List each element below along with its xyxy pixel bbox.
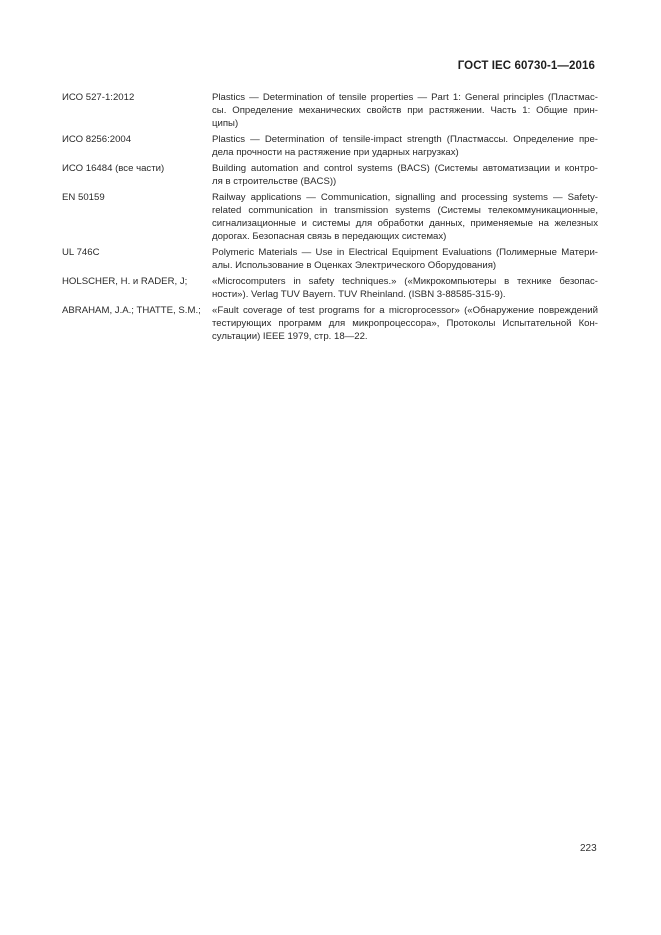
reference-row — [62, 191, 598, 243]
reference-key: EN 50159 — [62, 192, 105, 203]
reference-key: ABRAHAM, J.A.; THATTE, S.M.; — [62, 305, 201, 316]
description-line: «Microcomputers in safety techniques.» («Микрокомпьютеры в технике безопас- — [212, 276, 598, 287]
description-line: дела прочности на растяжение при ударных нагрузках) — [212, 147, 459, 158]
description-line: ности»). Verlag TUV Bayern. TUV Rheinland. (ISBN 3-88585-315-9). — [212, 289, 506, 300]
description-line: алы. Использование в Оценках Электрического Оборудования) — [212, 260, 497, 271]
description-line: ля в строительстве (BACS)) — [212, 176, 337, 187]
description-line: дорогах. Безопасная связь в передающих системах) — [212, 231, 447, 242]
reference-key: HOLSCHER, H. и RADER, J; — [62, 276, 188, 287]
description-line: тестирующих программ для микропроцессора», Протоколы Испытательной Кон- — [212, 318, 598, 329]
page-number: 223 — [580, 843, 597, 854]
description-line: сигнализационные и системы для обработки данных, применяемые на железных — [212, 218, 598, 229]
description-line: Railway applications — Communication, signalling and processing systems — Safety- — [212, 192, 598, 203]
reference-row — [62, 162, 598, 188]
reference-description — [212, 133, 598, 159]
reference-key: UL 746C — [62, 247, 100, 258]
reference-row — [62, 304, 598, 343]
description-line: related communication in transmission systems (Системы телекоммуникационные, — [212, 205, 598, 216]
reference-description — [212, 162, 598, 188]
reference-row — [62, 275, 598, 301]
reference-row — [62, 133, 598, 159]
reference-description — [212, 275, 598, 301]
reference-key: ИСО 527-1:2012 — [62, 92, 135, 103]
references-list — [62, 91, 598, 346]
reference-description — [212, 304, 598, 343]
description-line: ципы) — [212, 118, 239, 129]
reference-description — [212, 191, 598, 243]
description-line: Plastics — Determination of tensile properties — Part 1: General principles (Пластмас- — [212, 92, 598, 103]
reference-description — [212, 246, 598, 272]
description-line: Plastics — Determination of tensile-impact strength (Пластмассы. Определение пре- — [212, 134, 598, 145]
reference-row — [62, 91, 598, 130]
description-line: Building automation and control systems (BACS) (Системы автоматизации и контро- — [212, 163, 598, 174]
description-line: сы. Определение механических свойств при растяжении. Часть 1: Общие прин- — [212, 105, 598, 116]
document-header-standard-code: ГОСТ IEC 60730-1—2016 — [457, 60, 595, 72]
description-line: «Fault coverage of test programs for a microprocessor» («Обнаружение повреждений — [212, 305, 598, 316]
reference-row — [62, 246, 598, 272]
description-line: сультации) IEEE 1979, стр. 18—22. — [212, 331, 368, 342]
description-line: Polymeric Materials — Use in Electrical Equipment Evaluations (Полимерные Матери- — [212, 247, 598, 258]
reference-key: ИСО 8256:2004 — [62, 134, 132, 145]
reference-key: ИСО 16484 (все части) — [62, 163, 165, 174]
reference-description — [212, 91, 598, 130]
